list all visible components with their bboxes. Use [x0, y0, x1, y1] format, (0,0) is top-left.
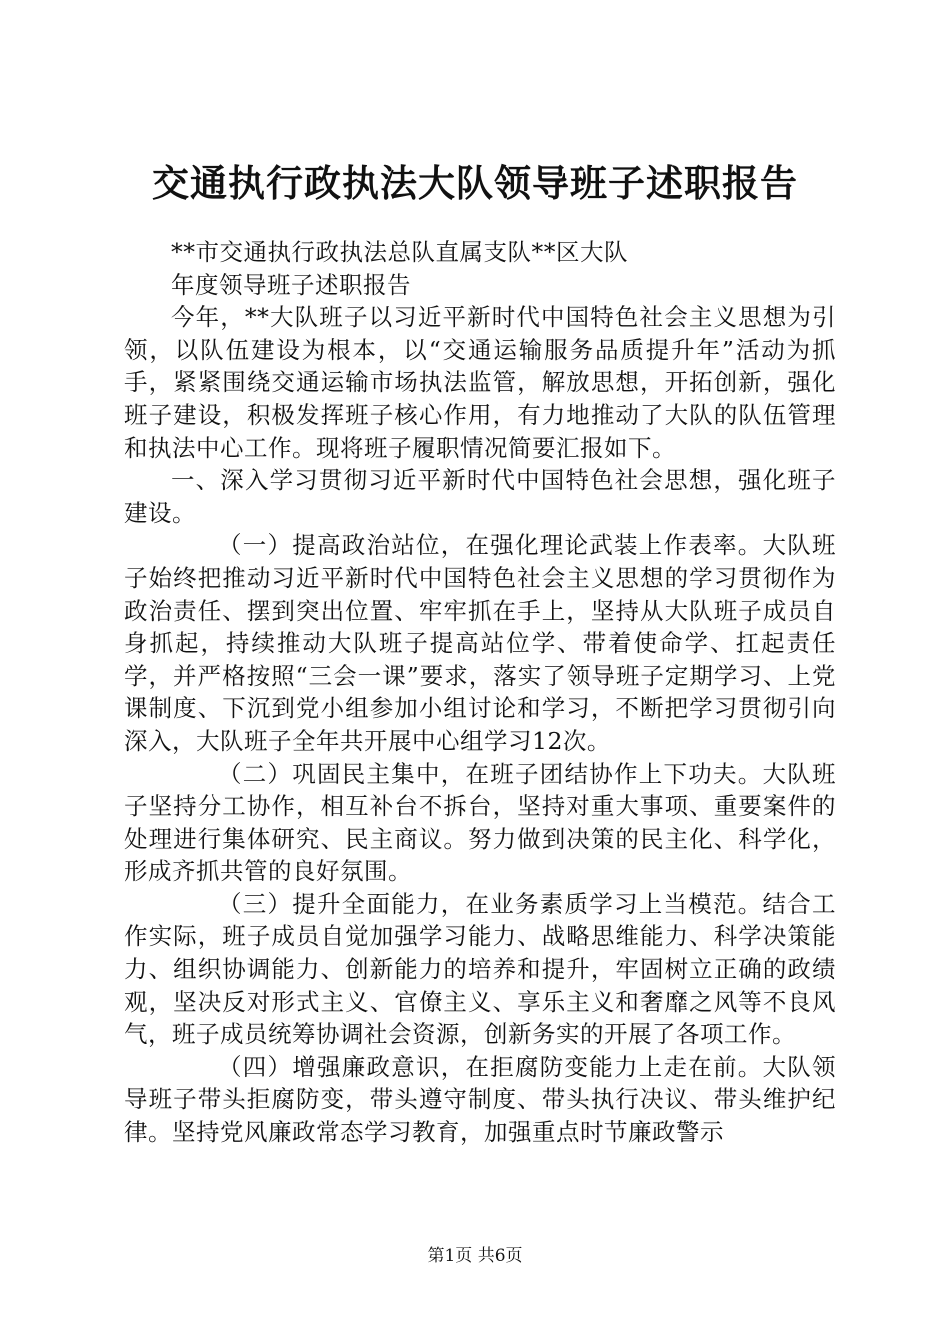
- document-body: [124, 236, 836, 1149]
- subheading-report: 年度领导班子述职报告: [171, 270, 411, 299]
- page-number-footer: 第1页 共6页: [427, 1246, 523, 1266]
- paragraph-item-1: （一）提高政治站位，在强化理论武装上作表率。大队班子始终把推动习近平新时代中国特色社会主义思想的学习贯彻作为政治责任、摆到突出位置、牢牢抓在手上，坚持从大队班子成员自身抓起，持续推动大队班子提高站位学、带着使命学、扛起责任学，并严格按照“三会一课”要求，落实了领导班子定期学习、上党课制度、下沉到党小组参加小组讨论和学习，不断把学习贯彻引向深入，大队班子全年共开展中心组学习12次。: [124, 531, 836, 755]
- document-title: 交通执行政执法大队领导班子述职报告: [152, 161, 798, 205]
- paragraph-intro: 今年，**大队班子以习近平新时代中国特色社会主义思想为引领，以队伍建设为根本，以“交通运输服务品质提升年”活动为抓手，紧紧围绕交通运输市场执法监管，解放思想，开拓创新，强化班子建设，积极发挥班子核心作用，有力地推动了大队的队伍管理和执法中心工作。现将班子履职情况简要汇报如下。: [124, 303, 836, 462]
- subheading-unit: **市交通执行政执法总队直属支队**区大队: [171, 238, 628, 266]
- paragraph-item-2: （二）巩固民主集中，在班子团结协作上下功夫。大队班子坚持分工协作，相互补台不拆台，坚持对重大事项、重要案件的处理进行集体研究、民主商议。努力做到决策的民主化、科学化，形成齐抓共管的良好氛围。: [124, 759, 836, 886]
- paragraph-item-3: （三）提升全面能力，在业务素质学习上当模范。结合工作实际，班子成员自觉加强学习能力、战略思维能力、科学决策能力、组织协调能力、创新能力的培养和提升，牢固树立正确的政绩观，坚决反对形式主义、官僚主义、享乐主义和奢靡之风等不良风气，班子成员统筹协调社会资源，创新务实的开展了各项工作。: [124, 889, 836, 1049]
- paragraph-item-4: （四）增强廉政意识，在拒腐防变能力上走在前。大队领导班子带头拒腐防变，带头遵守制度、带头执行决议、带头维护纪律。坚持党风廉政常态学习教育，加强重点时节廉政警示: [124, 1052, 836, 1147]
- section-heading-1: 一、深入学习贯彻习近平新时代中国特色社会思想，强化班子建设。: [124, 466, 836, 527]
